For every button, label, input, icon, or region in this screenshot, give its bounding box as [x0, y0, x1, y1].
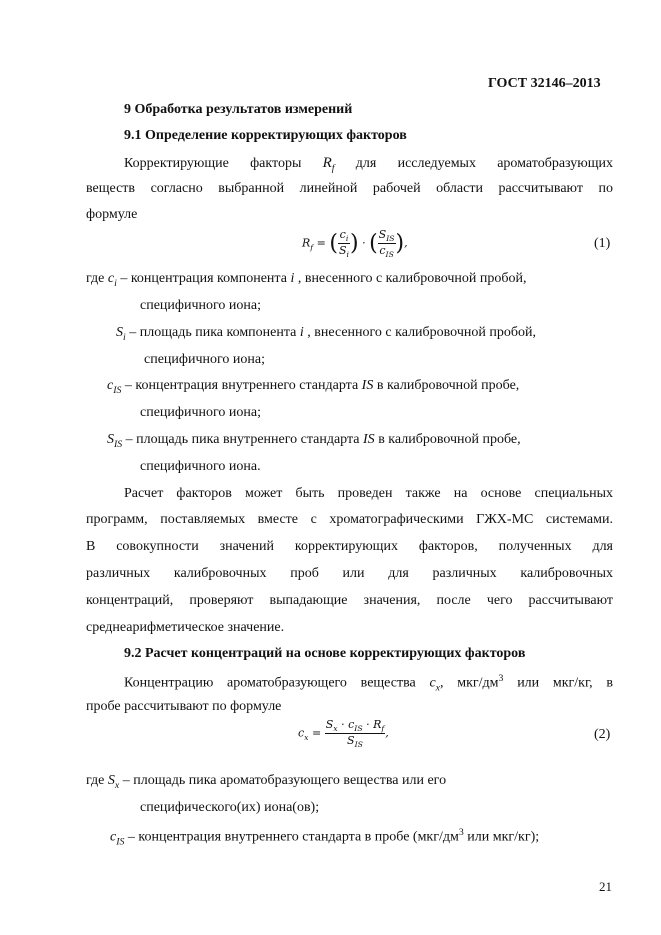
calc-line-1: Расчет факторов может быть проведен также на основе специальных	[124, 486, 613, 501]
formula-1: $R_f$ = ( $\frac{c_i}{S_i}$ ) · ( $\frac{S_{IS}}{c_{IS}}$ ),	[302, 228, 408, 260]
s92-intro-line-2: пробе рассчитывают по формуле	[86, 699, 282, 714]
calc-line-3: В совокупности значений корректирующих факторов, полученных для	[86, 539, 613, 554]
where-cis: $c_{IS}$ – концентрация внутреннего стандарта IS в калибровочной пробе,	[107, 378, 520, 396]
where-ci: где $c_i$ – концентрация компонента i , внесенного с калибровочной пробой,	[86, 271, 527, 289]
section-9-2-title: 9.2 Расчет концентраций на основе корректирующих факторов	[124, 646, 526, 661]
where-si: $S_i$ – площадь пика компонента i , внесенного с калибровочной пробой,	[116, 325, 536, 343]
where-si-cont: специфичного иона;	[144, 352, 265, 367]
calc-line-6: среднеарифметическое значение.	[86, 620, 285, 635]
intro-line-3: формуле	[86, 207, 138, 222]
where-sis-cont: специфичного иона.	[140, 459, 261, 474]
formula-2-number: (2)	[594, 727, 611, 742]
intro-line-2: веществ согласно выбранной линейной рабочей области рассчитывают по	[86, 181, 613, 196]
calc-line-2: программ, поставляемых вместе с хроматографическими ГЖХ-МС системами.	[86, 512, 613, 527]
where-ci-cont: специфичного иона;	[140, 298, 261, 313]
where-sis: $S_{IS}$ – площадь пика внутреннего стандарта IS в калибровочной пробе,	[107, 432, 521, 450]
formula-2: $c_x$ = $\frac{S_x \cdot c_{IS} \cdot R_f}{S_{IS}}$ ,	[298, 718, 389, 750]
document-code: ГОСТ 32146–2013	[488, 76, 601, 91]
where-sx: где $S_x$ – площадь пика ароматобразующего вещества или его	[86, 773, 447, 791]
section-9-title: 9 Обработка результатов измерений	[124, 102, 353, 117]
s92-intro-line-1: Концентрацию ароматобразующего вещества $c_x$, мкг/$дм^3$ или мкг/кг, в	[124, 673, 613, 694]
formula-1-number: (1)	[594, 236, 611, 251]
calc-line-5: концентраций, проверяют выпадающие значения, после чего рассчитывают	[86, 593, 613, 608]
where-cis-2: $c_{IS}$ – концентрация внутреннего стандарта в пробе ($мкг/дм^3$ или мкг/кг);	[110, 827, 540, 848]
where-cis-cont: специфичного иона;	[140, 405, 261, 420]
page-number: 21	[599, 879, 612, 894]
section-9-1-title: 9.1 Определение корректирующих факторов	[124, 128, 407, 143]
calc-line-4: различных калибровочных проб или для различных калибровочных	[86, 566, 613, 581]
where-sx-cont: специфического(их) иона(ов);	[140, 800, 320, 815]
intro-line-1: Корректирующие факторы $R_f$ для исследуемых ароматобразующих	[124, 155, 614, 174]
